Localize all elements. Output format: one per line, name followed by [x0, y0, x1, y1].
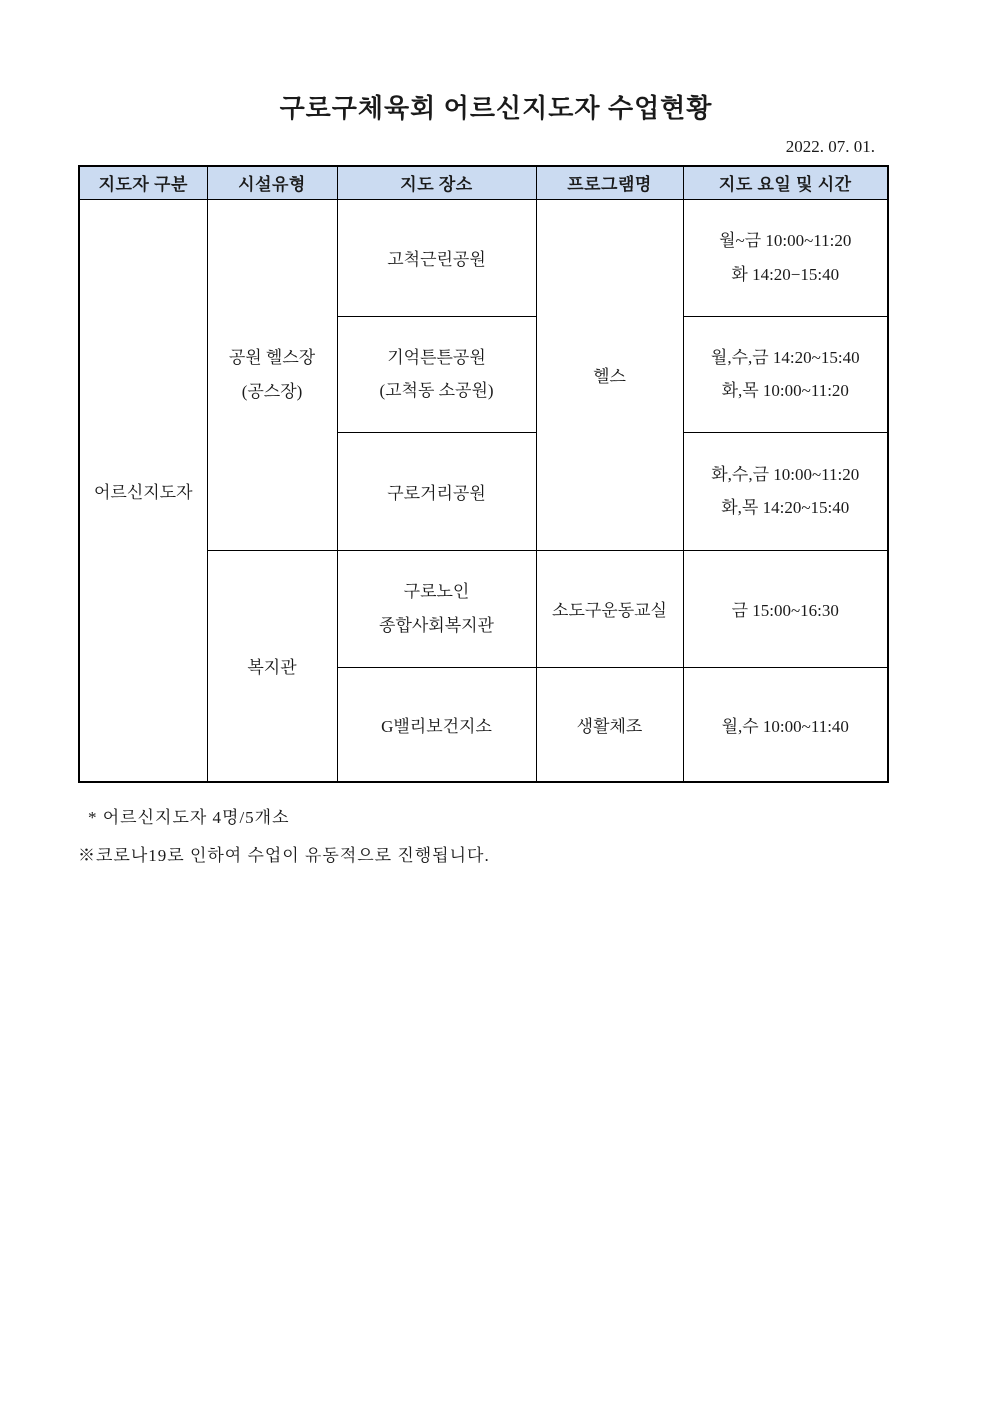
time-row3-line1: 화,수,금 10:00~11:20	[711, 464, 860, 484]
schedule-table	[78, 165, 889, 783]
location-guro-senior-line1: 구로노인	[403, 582, 470, 602]
time-row1-line2: 화 14:20−15:40	[731, 264, 840, 284]
header-day-time: 지도 요일 및 시간	[683, 166, 888, 199]
cell-time-row3	[683, 432, 888, 550]
facility-park-gym-line1: 공원 헬스장	[228, 348, 316, 368]
header-facility-type: 시설유형	[207, 166, 337, 199]
cell-facility-welfare-center: 복지관	[207, 550, 337, 782]
header-instructor-type: 지도자 구분	[79, 166, 207, 199]
cell-program-health: 헬스	[536, 199, 683, 550]
footnote-instructor-count: * 어르신지도자 4명/5개소	[88, 808, 290, 827]
cell-location-gvalley-health-center: G밸리보건지소	[337, 667, 536, 782]
footnote-covid-notice: ※코로나19로 인하여 수업이 유동적으로 진행됩니다.	[78, 846, 490, 865]
cell-program-small-equipment: 소도구운동교실	[536, 550, 683, 667]
cell-location-guro-street-park: 구로거리공원	[337, 432, 536, 550]
table-header-row	[79, 166, 888, 199]
cell-program-daily-gymnastics: 생활체조	[536, 667, 683, 782]
facility-park-gym-line2: (공스장)	[241, 381, 303, 401]
cell-time-row4: 금 15:00~16:30	[683, 550, 888, 667]
time-row2-line2: 화,목 10:00~11:20	[721, 381, 849, 400]
cell-location-memory-park	[337, 316, 536, 432]
page-title: 구로구체육회 어르신지도자 수업현황	[279, 94, 713, 123]
location-guro-senior-line2: 종합사회복지관	[379, 615, 494, 635]
cell-facility-park-gym	[207, 199, 337, 550]
header-location: 지도 장소	[337, 166, 536, 199]
table-row	[79, 199, 888, 316]
cell-location-gocheok-park: 고척근린공원	[337, 199, 536, 316]
cell-time-row2	[683, 316, 888, 432]
cell-time-row1	[683, 199, 888, 316]
time-row2-line1: 월,수,금 14:20~15:40	[710, 347, 860, 367]
header-program-name: 프로그램명	[536, 166, 683, 199]
document-date: 2022. 07. 01.	[785, 137, 875, 156]
time-row3-line2: 화,목 14:20~15:40	[721, 498, 850, 517]
cell-instructor-type: 어르신지도자	[79, 199, 207, 782]
location-memory-park-line1: 기억튼튼공원	[387, 347, 486, 367]
time-row1-line1: 월~금 10:00~11:20	[719, 231, 852, 251]
cell-location-guro-senior-welfare	[337, 550, 536, 667]
footnotes	[0, 803, 992, 866]
location-memory-park-line2: (고척동 소공원)	[379, 381, 494, 400]
cell-time-row5: 월,수 10:00~11:40	[683, 667, 888, 782]
